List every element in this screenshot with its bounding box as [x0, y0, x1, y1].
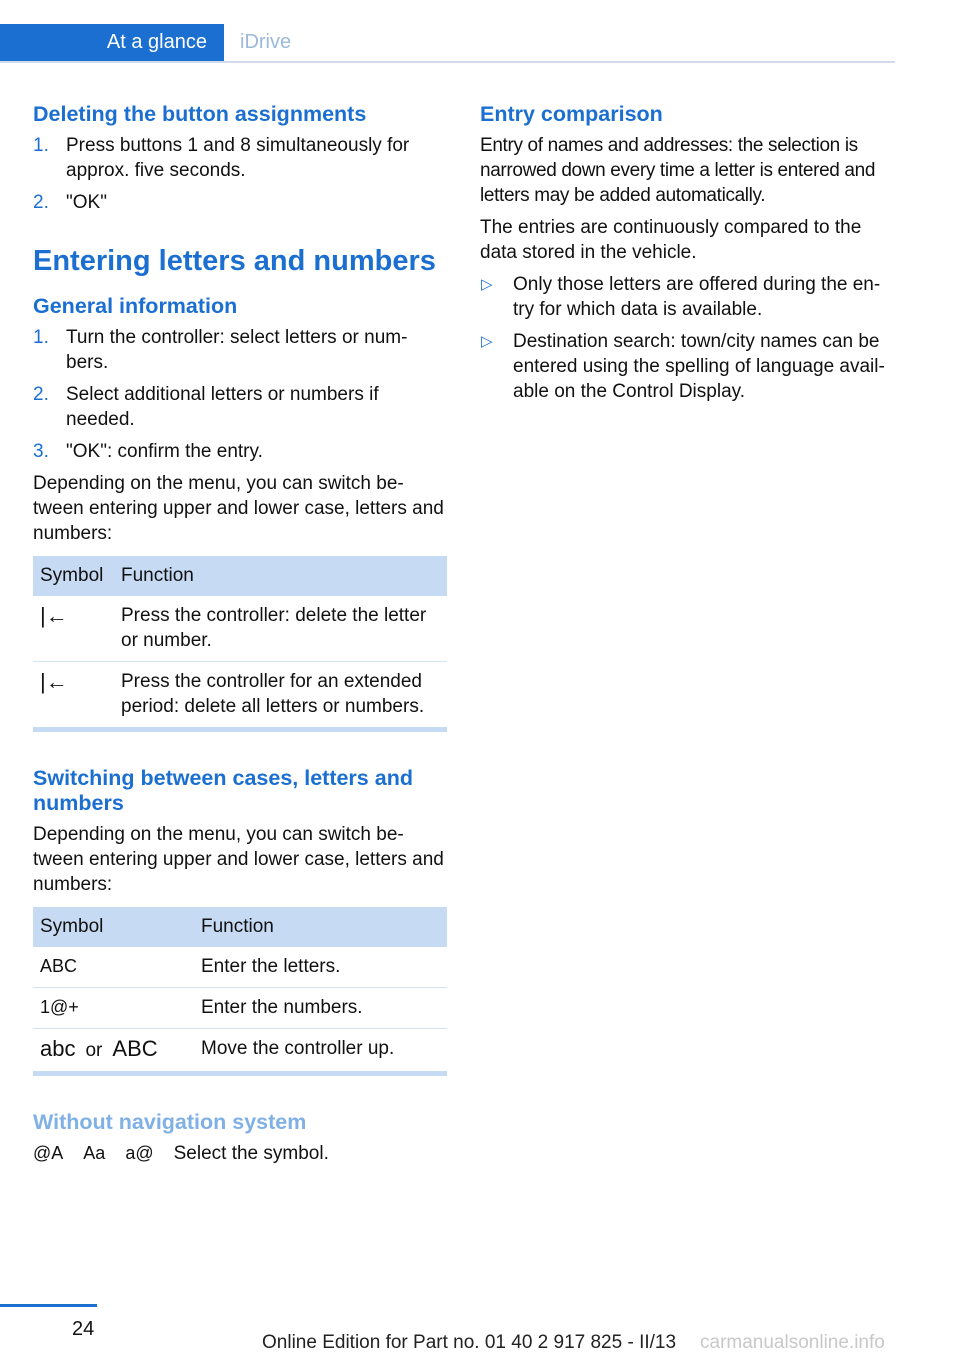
table-end-bar [33, 727, 447, 732]
deleting-steps [33, 133, 447, 215]
left-column [33, 102, 447, 1166]
triangle-bullet-icon: ▷ [481, 333, 493, 350]
entry-comparison-heading: Entry comparison [480, 102, 663, 126]
section-tab-bar [0, 24, 895, 63]
page-number: 24 [72, 1318, 95, 1340]
col-symbol: Symbol [33, 556, 114, 596]
table-end-bar [33, 1071, 447, 1076]
switching-heading: Switching between cases, letters and numbers [33, 766, 413, 815]
at-uppercase-icon: @A [33, 1143, 64, 1163]
list-item: ▷ Destination search: town/city names can be entered using the spelling of language avail‐able on the Control Display. [481, 331, 885, 402]
deleting-heading: Deleting the button assignments [33, 102, 367, 126]
uppercase-icon: ABC [112, 1036, 158, 1061]
table-row: ABC Enter the letters. [33, 947, 447, 988]
without-nav-row [33, 1141, 447, 1166]
letters-icon: ABC [40, 956, 78, 976]
list-item: ▷ Only those letters are offered during the en‐try for which data is available. [481, 274, 881, 320]
table-row: 1@+ Enter the numbers. [33, 988, 447, 1029]
list-item: 2. Select additional letters or numbers if needed. [33, 384, 379, 430]
general-paragraph: Depending on the menu, you can switch be‐tween entering upper and lower case, letters and numbers: [33, 473, 444, 544]
triangle-bullet-icon: ▷ [481, 276, 493, 293]
list-item: 2. "OK" [33, 192, 107, 213]
table-row: abc or ABC Move the controller up. [40, 1036, 395, 1061]
table-row: |← Press the controller for an extended period: delete all letters or numbers. [40, 669, 425, 717]
entering-heading: Entering letters and numbers [33, 245, 436, 277]
without-nav-text: Select the symbol. [173, 1143, 329, 1164]
tab-at-a-glance[interactable]: At a glance [0, 24, 224, 61]
tab-idrive[interactable]: iDrive [240, 31, 292, 53]
list-item: 1. Turn the controller: select letters or num‐bers. [33, 327, 408, 373]
col-function: Function [194, 907, 447, 947]
numbers-icon: 1@+ [40, 997, 79, 1017]
right-column [480, 102, 896, 411]
table-header-row [33, 907, 447, 947]
backspace-icon: |← [40, 603, 68, 628]
case-toggle-icon: Aa [83, 1143, 106, 1163]
delete-symbol-table [33, 556, 447, 727]
col-function: Function [114, 556, 447, 596]
footer-rule [0, 1304, 97, 1307]
col-symbol: Symbol [33, 907, 194, 947]
without-nav-heading: Without navigation system [33, 1110, 307, 1134]
entry-comparison-para2: The entries are continuously compared to the data stored in the vehicle. [480, 217, 862, 263]
switching-paragraph: Depending on the menu, you can switch be‐tween entering upper and lower case, letters and numbers: [33, 824, 444, 895]
edition-text: Online Edition for Part no. 01 40 2 917 825 - II/13 [262, 1332, 677, 1353]
entry-comparison-para1: Entry of names and addresses: the selection is narrowed down every time a letter is entered and letters may be added automatically. [480, 135, 876, 206]
list-item: 1. Press buttons 1 and 8 simultaneously for approx. five seconds. [33, 135, 410, 181]
table-header-row [33, 556, 447, 596]
table-row: |← Press the controller: delete the letter or number. [33, 596, 447, 662]
backspace-icon: |← [40, 669, 68, 694]
lowercase-icon: abc [40, 1036, 76, 1061]
general-heading: General information [33, 294, 238, 318]
general-steps [33, 325, 447, 464]
watermark: carmanualsonline.info [700, 1332, 885, 1353]
list-item: 3. "OK": confirm the entry. [33, 441, 263, 462]
case-symbol-table [33, 907, 447, 1071]
at-lowercase-icon: a@ [125, 1143, 154, 1163]
